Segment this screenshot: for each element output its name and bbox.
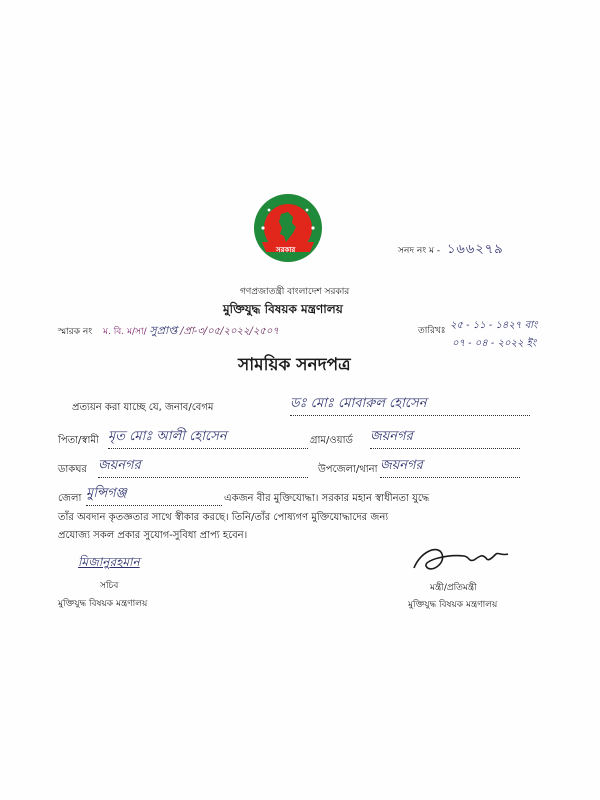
- secretary-title: সচিব: [100, 581, 119, 591]
- serial-number: [398, 240, 504, 261]
- serial-label: সনদ নং ম -: [398, 246, 441, 256]
- post-label: ডাকঘর: [58, 464, 87, 475]
- date-english: ০৭ - ০৪ - ২০২২ ইং: [452, 338, 537, 349]
- body-line-4-text: একজন বীর মুক্তিযোদ্ধা। সরকার মহান স্বাধীনতা যুদ্ধে: [224, 493, 430, 504]
- ministry-name: মুক্তিযুদ্ধ বিষয়ক মন্ত্রণালয়: [223, 302, 343, 316]
- serial-value: ১৬৬২৭৯: [447, 242, 504, 257]
- village-label: গ্রাম/ওয়ার্ড: [310, 435, 353, 446]
- date-label: তারিখঃ: [418, 326, 446, 336]
- memo-label: স্মারক নং: [58, 327, 93, 337]
- upazila-label: উপজেলা/থানা: [318, 464, 378, 475]
- district-name: মুন্সিগঞ্জ: [86, 484, 222, 506]
- certificate-title: সাময়িক সনদপত্র: [238, 355, 351, 375]
- date-bangla: ২৫ - ১১ - ১৪২৭ বাং: [450, 320, 538, 331]
- father-label: পিতা/স্বামী: [58, 435, 99, 446]
- emblem-bottom-text: সরকার: [276, 246, 296, 254]
- memo-prefix: ম. বি. ম/সা/: [103, 327, 147, 337]
- memo-handwritten: সুপ্রাপ্ত: [149, 324, 178, 337]
- upazila-name: জয়নগর: [380, 456, 520, 478]
- secretary-ministry: মুক্তিযুদ্ধ বিষয়ক মন্ত্রণালয়: [58, 599, 148, 609]
- minister-ministry: মুক্তিযুদ্ধ বিষয়ক মন্ত্রণালয়: [408, 600, 498, 610]
- memo-suffix: /প্রা-৩/০৫/২০২২/২৫০৭: [180, 326, 279, 337]
- district-label: জেলা: [58, 493, 82, 504]
- secretary-signature: মিজানুরহমান: [78, 555, 140, 569]
- village-name: জয়নগর: [370, 427, 520, 449]
- certify-prefix: প্রত্যয়ন করা যাচ্ছে যে, জনাব/বেগম: [72, 402, 214, 413]
- body-line-5: তাঁর অবদান কৃতজ্ঞতার সাথে স্বীকার করছে। তিনি/তাঁর পোষ্যগণ মুক্তিযোদ্ধাদের জন্য: [58, 512, 389, 523]
- memo-number: [58, 322, 279, 341]
- minister-signature-icon: [408, 534, 518, 578]
- body-line-1: [72, 400, 213, 417]
- government-name: গণপ্রজাতন্ত্রী বাংলাদেশ সরকার: [240, 287, 350, 297]
- father-name: মৃত মোঃ আলী হোসেন: [108, 427, 308, 449]
- holder-name: ডঃ মোঃ মোবারুল হোসেন: [290, 394, 530, 416]
- body-line-6: প্রযোজ্য সকল প্রকার সুযোগ-সুবিধা প্রাপ্য হবেন।: [58, 530, 248, 541]
- post-office: জয়নগর: [98, 456, 308, 478]
- bangladesh-government-emblem-icon: [252, 192, 324, 264]
- minister-title: মন্ত্রী/প্রতিমন্ত্রী: [430, 583, 477, 593]
